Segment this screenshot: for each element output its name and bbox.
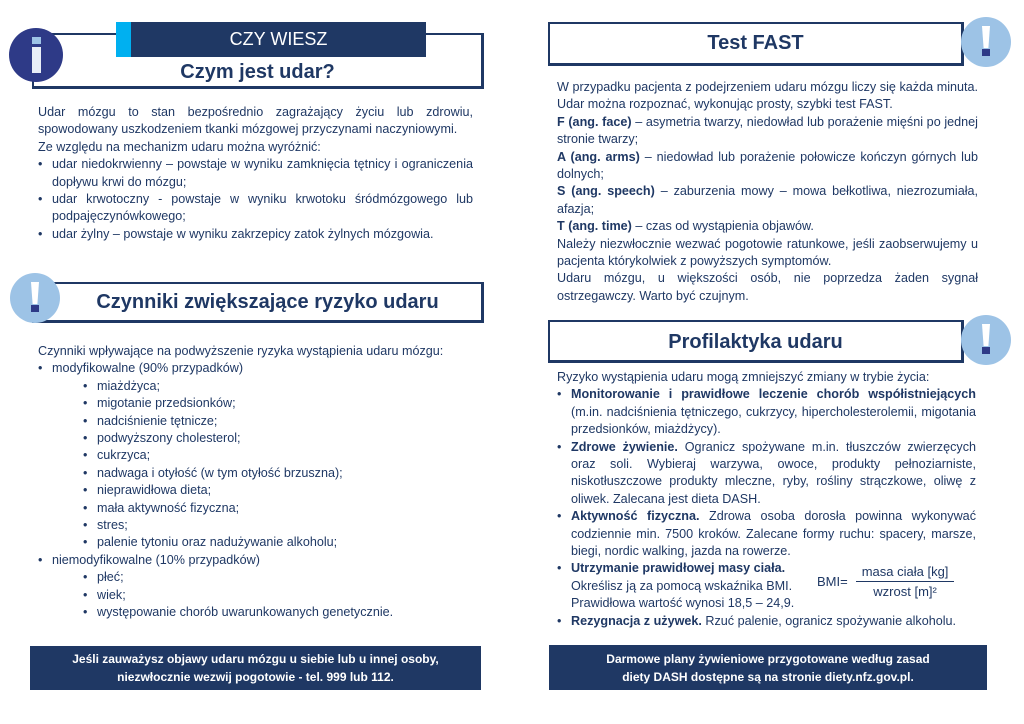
item-key: Zdrowe żywienie.: [571, 439, 678, 454]
list-item: • modyfikowalne (90% przypadków): [38, 360, 478, 377]
list-item: • udar niedokrwienny – powstaje w wyniku zamknięcia tętnicy i ograniczenia dopływu krwi do mózgu;: [38, 156, 473, 191]
header-box-profilaktyka: [548, 320, 964, 363]
paragraph: Ryzyko wystąpienia udaru mogą zmniejszyć zmiany w trybie życia:: [557, 370, 930, 384]
fast-s: [557, 183, 978, 218]
list-item: [557, 386, 976, 438]
fast-key: F (ang. face): [557, 114, 632, 129]
list-item: • udar krwotoczny - powstaje w wyniku krwotoku śródmózgowego lub podpajęczynówkowego;: [38, 191, 473, 226]
list-item: • stres;: [83, 517, 478, 534]
kicker-bar: [116, 22, 426, 57]
fast-test-text: [557, 79, 978, 305]
item-desc: (m.in. nadciśnienia tętniczego, cukrzycy, hipercholesterolemii, migotania przedsionków, miażdżycy).: [571, 404, 976, 437]
stroke-types-list: [38, 156, 473, 243]
fast-t: [557, 218, 978, 235]
paragraph: Czynniki wpływające na podwyższenie ryzyka wystąpienia udaru mózgu:: [38, 344, 444, 358]
risk-factors: [38, 343, 478, 622]
exclamation-icon: [961, 17, 1011, 67]
list-item: • wiek;: [83, 587, 478, 604]
list-item: [557, 508, 976, 560]
item-desc: Zdrowa osoba dorosła powinna wykonywać codziennie min. 7500 kroków. Zalecane formy ruchu: spacery, marsze, biegi, nordic walking, jazda na rowerze.: [571, 509, 976, 559]
item-desc: Rzuć palenie, ogranicz spożywanie alkoholu.: [701, 613, 957, 628]
list-item: • cukrzyca;: [83, 447, 478, 464]
fast-key: T (ang. time): [557, 219, 632, 234]
fast-f: [557, 114, 978, 149]
bmi-formula: [817, 564, 954, 599]
item-key: Utrzymanie prawidłowej masy ciała.: [571, 561, 786, 576]
bmi-numerator: masa ciała [kg]: [856, 564, 955, 582]
footer-line: niezwłocznie wezwij pogotowie - tel. 999 lub 112.: [117, 670, 394, 684]
fast-key: A (ang. arms): [557, 149, 640, 164]
fast-key: S (ang. speech): [557, 184, 655, 199]
paragraph: W przypadku pacjenta z podejrzeniem udaru mózgu liczy się każda minuta. Udar można rozpoznać, wykonując prosty, szybki test FAST.: [557, 80, 978, 112]
fast-desc: – niedowład lub porażenie połowicze kończyn górnych lub dolnych;: [557, 149, 978, 182]
item-desc: Ogranicz spożywane m.in. tłuszczów zwierzęcych oraz soli. Wybieraj warzywa, owoce, produkty pełnoziarniste, niskotłuszczowe produkty mleczne, ryby, rośliny strączkowe, oliwę z oliwek. Zalecana jest dieta DASH.: [571, 439, 976, 506]
item-desc: Prawidłowa wartość wynosi 18,5 – 24,9.: [571, 596, 795, 611]
list-item: • niemodyfikowalne (10% przypadków): [38, 552, 478, 569]
list-item: [557, 613, 976, 630]
header-box-czynniki: [32, 282, 484, 323]
list-item: • płeć;: [83, 569, 478, 586]
fast-a: [557, 149, 978, 184]
footer-line: Jeśli zauważysz objawy udaru mózgu u siebie lub u innej osoby,: [72, 652, 439, 666]
list-item: • palenie tytoniu oraz nadużywanie alkoholu;: [83, 534, 478, 551]
bmi-denominator: wzrost [m]²: [873, 584, 937, 599]
nonmodifiable-list: [38, 569, 478, 621]
section-title: Czym jest udar?: [180, 61, 335, 83]
emergency-footer: [30, 646, 481, 690]
item-key: Aktywność fizyczna.: [571, 509, 700, 524]
list-item: • migotanie przedsionków;: [83, 395, 478, 412]
list-item: • nieprawidłowa dieta;: [83, 482, 478, 499]
list-item: • podwyższony cholesterol;: [83, 430, 478, 447]
footer-line: Darmowe plany żywieniowe przygotowane według zasad: [606, 651, 930, 666]
accent-strip: [116, 22, 131, 57]
paragraph: Udar mózgu to stan bezpośrednio zagrażający życiu lub zdrowiu, spowodowany uszkodzeniem tkanki mózgowej przyczynami naczyniowymi.: [38, 105, 473, 137]
bmi-label: BMI=: [817, 574, 848, 589]
paragraph: Udaru mózgu, u większości osób, nie poprzedza żaden sygnał ostrzegawczy. Warto być czujnym.: [557, 271, 978, 303]
section-title: Profilaktyka udaru: [668, 331, 843, 353]
list-item: • występowanie chorób uwarunkowanych genetycznie.: [83, 604, 478, 621]
fast-desc: – czas od wystąpienia objawów.: [631, 219, 814, 234]
info-icon: [9, 28, 63, 82]
bmi-fraction: [856, 564, 955, 599]
list-item: • mała aktywność fizyczna;: [83, 500, 478, 517]
item-key: Rezygnacja z używek.: [571, 613, 702, 628]
fast-desc: – asymetria twarzy, niedowład lub porażenie mięśni po jednej stronie twarzy;: [557, 114, 978, 147]
exclamation-icon: [10, 273, 60, 323]
kicker-text: CZY WIESZ: [229, 29, 328, 49]
item-desc: Określisz ją za pomocą wskaźnika BMI.: [571, 578, 793, 593]
item-key: Monitorowanie i prawidłowe leczenie chorób współistniejących: [571, 387, 976, 402]
list-item: • miażdżyca;: [83, 378, 478, 395]
exclamation-icon: [961, 315, 1011, 365]
list-item: • udar żylny – powstaje w wyniku zakrzepicy zatok żylnych mózgowia.: [38, 226, 473, 243]
list-item: • nadwaga i otyłość (w tym otyłość brzuszna);: [83, 465, 478, 482]
footer-line: diety DASH dostępne są na stronie diety.nfz.gov.pl.: [622, 669, 914, 684]
risk-list: [38, 360, 478, 377]
paragraph: Należy niezwłocznie wezwać pogotowie ratunkowe, jeśli zaobserwujemy u pacjenta którykolwiek z powyższych symptomów.: [557, 236, 978, 269]
paragraph: Ze względu na mechanizm udaru można wyróżnić:: [38, 139, 321, 154]
modifiable-list: [38, 378, 478, 552]
risk-list: [38, 552, 478, 569]
header-box-test-fast: [548, 22, 964, 66]
diet-footer: [549, 645, 987, 690]
section-title: Czynniki zwiększające ryzyko udaru: [96, 291, 439, 313]
list-item: • nadciśnienie tętnicze;: [83, 413, 478, 430]
section-title: Test FAST: [707, 32, 804, 54]
list-item: [557, 439, 976, 509]
fast-desc: – zaburzenia mowy – mowa bełkotliwa, niezrozumiała, afazja;: [557, 184, 979, 216]
stroke-definition: [38, 104, 473, 243]
